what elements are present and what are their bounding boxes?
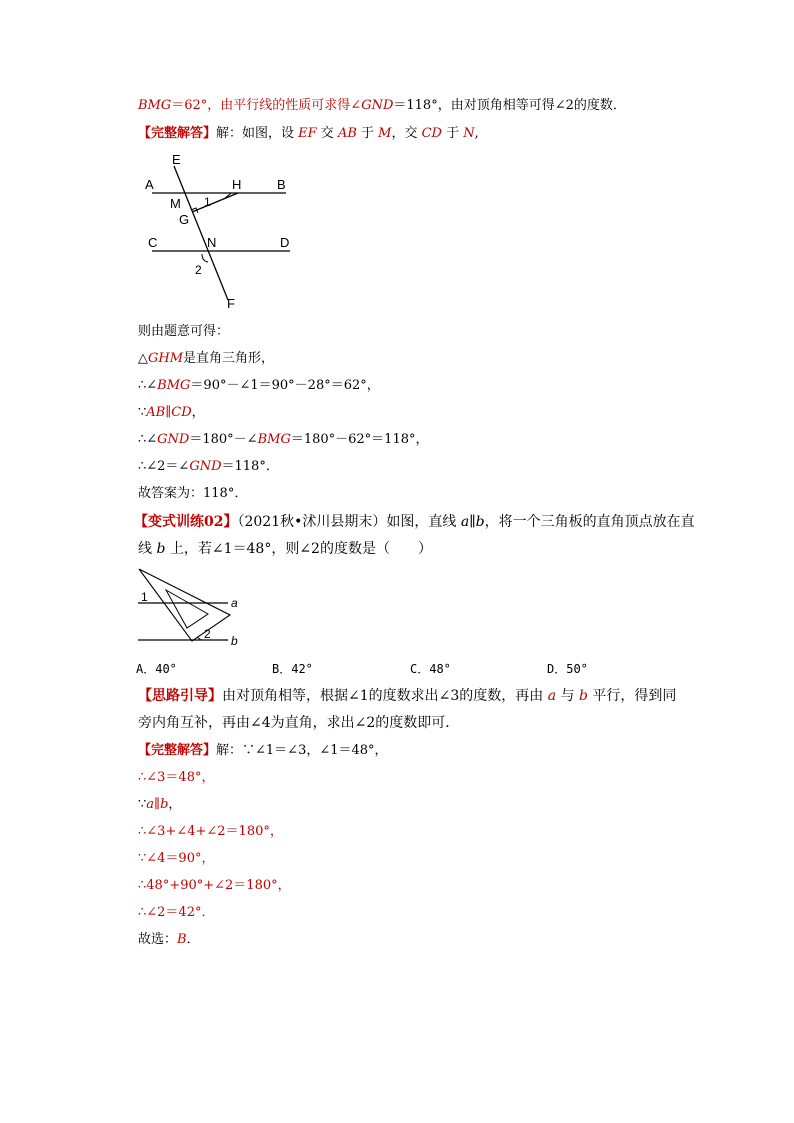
answer-step-2: ∵a∥b， (138, 797, 182, 812)
question-line-1: 【变式训练02】（2021秋•沭川县期末）如图，直线 a∥b，将一个三角板的直角顶点放在直 (134, 514, 695, 530)
label-g: G (179, 212, 190, 227)
solution-step-1: △GHM是直角三角形， (138, 351, 275, 366)
answer-step-4: ∵∠4＝90°， (138, 851, 215, 866)
solution-step-2: ∴∠BMG＝90°－∠1＝90°－28°＝62°， (138, 378, 380, 393)
variant-training-tag: 【变式训练02】 (134, 514, 238, 530)
line-ef (174, 166, 228, 300)
angle-2-arc (202, 254, 208, 262)
option-a[interactable]: A．40° (136, 662, 177, 676)
line-gh (192, 193, 238, 212)
label-1: 1 (141, 590, 148, 604)
question-line-2: 线 b 上，若∠1＝48°，则∠2的度数是（ ） (138, 541, 432, 557)
label-n: N (207, 235, 217, 250)
complete-answer-tag: 【完整解答】 (138, 126, 217, 141)
label-m: M (170, 196, 181, 211)
option-d[interactable]: D．50° (547, 662, 588, 676)
answer-line: 故答案为：118°． (138, 486, 248, 501)
answer-step-6: ∴∠2＝42°． (138, 905, 215, 920)
hint-line-2: 旁内角互补，再由∠4为直角，求出∠2的度数即可． (138, 715, 460, 731)
label-h: H (232, 177, 242, 192)
hint-line-1: 【思路引导】由对顶角相等，根据∠1的度数求出∠3的度数，再由 a 与 b 平行，得到同 (138, 688, 677, 704)
solution-step-3: ∵AB∥CD， (138, 405, 205, 420)
answer-step-5: ∴48°+90°+∠2＝180°， (138, 878, 291, 893)
hint-tag: 【思路引导】 (138, 688, 222, 704)
label-a: a (231, 596, 238, 610)
option-b[interactable]: B．42° (272, 662, 313, 676)
label-a: A (145, 177, 154, 192)
solution-step-4: ∴∠GND＝180°－∠BMG＝180°－62°＝118°， (138, 432, 429, 447)
solution-line-0: BMG＝62°，由平行线的性质可求得∠GND＝118°，由对顶角相等可得∠2的度数． (138, 98, 626, 113)
option-c[interactable]: C．48° (410, 662, 451, 676)
label-d: D (280, 235, 290, 250)
solution-step-0: 则由题意可得： (138, 324, 230, 339)
label-b: B (277, 177, 286, 192)
label-1: 1 (204, 195, 211, 209)
triangle-ruler-figure (136, 566, 252, 652)
solution-line-1: 【完整解答】解：如图，设 EF 交 AB 于 M，交 CD 于 N, (138, 126, 479, 141)
label-2: 2 (195, 263, 202, 277)
label-e: E (172, 152, 181, 167)
final-choice: 故选：B． (138, 932, 200, 947)
answer-step-1: ∴∠3＝48°， (138, 770, 215, 785)
parallel-lines-figure (140, 150, 310, 312)
complete-answer-tag-2: 【完整解答】 (138, 743, 217, 758)
label-2: 2 (204, 627, 211, 641)
label-f: F (227, 296, 235, 311)
label-b: b (231, 634, 238, 648)
answer-line-0: 【完整解答】解：∵∠1＝∠3，∠1＝48°， (138, 743, 388, 758)
triangle-outer (139, 569, 230, 641)
answer-step-3: ∴∠3+∠4+∠2＝180°， (138, 824, 283, 839)
solution-step-5: ∴∠2＝∠GND＝118°． (138, 459, 279, 474)
label-c: C (148, 235, 158, 250)
triangle-inner (166, 590, 208, 628)
